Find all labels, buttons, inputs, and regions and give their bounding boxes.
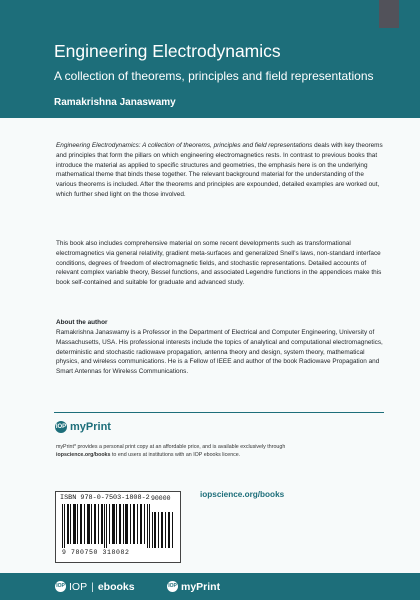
- barcode-addon-number: 90000: [151, 495, 171, 502]
- section-divider: [54, 412, 384, 413]
- book-author: Ramakrishna Janaswamy: [54, 97, 176, 108]
- cover-header-band: [0, 0, 420, 118]
- myprint-logo: [55, 418, 111, 436]
- iop-logo-icon: IOP: [55, 421, 67, 433]
- iop-logo-text: IOP: [69, 580, 88, 593]
- myprint-logo-text: myPrint: [70, 421, 111, 433]
- iop-logo-icon: IOP: [55, 581, 66, 592]
- footer-myprint-text: myPrint: [181, 580, 221, 593]
- logo-separator: |: [91, 580, 94, 593]
- barcode-bars-icon: [62, 504, 150, 548]
- cover-footer-band: [0, 573, 420, 600]
- barcode-number: 9 780750 318082: [62, 549, 130, 556]
- iop-logo-icon: IOP: [167, 581, 178, 592]
- isbn-number: ISBN 978-0-7503-1808-2: [60, 494, 150, 502]
- iop-ebooks-logo: [55, 578, 135, 595]
- book-title: Engineering Electrodynamics: [54, 41, 281, 61]
- description-paragraph-2: This book also includes comprehensive material on some recent developments such as transformational electromagnetics via general relativity, gradient meta-surfaces and generalized Snell's laws, non-standard interface conditions, degrees of freedom of electromagnetic fields, and stochastic representations. Detailed accounts of relevant complex variable theory, Bessel functions, and associated Legendre functions in the appendices make this book self-contained and suitable for graduate and advanced study.: [56, 240, 382, 287]
- barcode-addon-bars-icon: [152, 504, 174, 548]
- corner-tab: [379, 0, 399, 28]
- isbn-barcode: [55, 491, 181, 563]
- description-text-1: deals with key theorems and principles that form the pillars on which engineering electromagnetics rests. In contrast to previous books that introduce the material as applied to specific structures and geometries, the emphasis here is on the underlying mathematical theme that binds these together. The relevant background material for the understanding of the various theorems is included. After the theorems and principles are expounded, detailed examples are worked out, which further shed light on the those involved.: [56, 142, 383, 198]
- ebooks-logo-text: ebooks: [97, 580, 135, 593]
- about-author-heading: About the author: [56, 319, 108, 326]
- description-paragraph-1: [56, 141, 386, 200]
- book-title-italic: Engineering Electrodynamics: A collection of theorems, principles and field representations: [56, 142, 313, 149]
- myprint-note-link[interactable]: iopscience.org/books: [56, 452, 111, 458]
- myprint-note: [56, 443, 386, 459]
- iopscience-url[interactable]: iopscience.org/books: [200, 490, 285, 499]
- myprint-note-text: myPrint* provides a personal print copy at an affordable price, and is available exclusively through: [56, 444, 286, 450]
- about-author-text: Ramakrishna Janaswamy is a Professor in the Department of Electrical and Computer Engineering, University of Massachusetts, USA. His professional interests include the topics of analytical and computational electromagnetics, deterministic and stochastic radiowave propagation, antenna theory and design, system theory, mathematical physics, and wireless communications. He is a Fellow of IEEE and author of the book Radiowave Propagation and Smart Antennas for Wireless Communications.: [56, 329, 383, 376]
- book-subtitle: A collection of theorems, principles and field representations: [54, 69, 374, 83]
- myprint-note-text-2: to end users at institutions with an IOP ebooks licence.: [110, 452, 241, 458]
- footer-myprint-logo: [167, 578, 220, 595]
